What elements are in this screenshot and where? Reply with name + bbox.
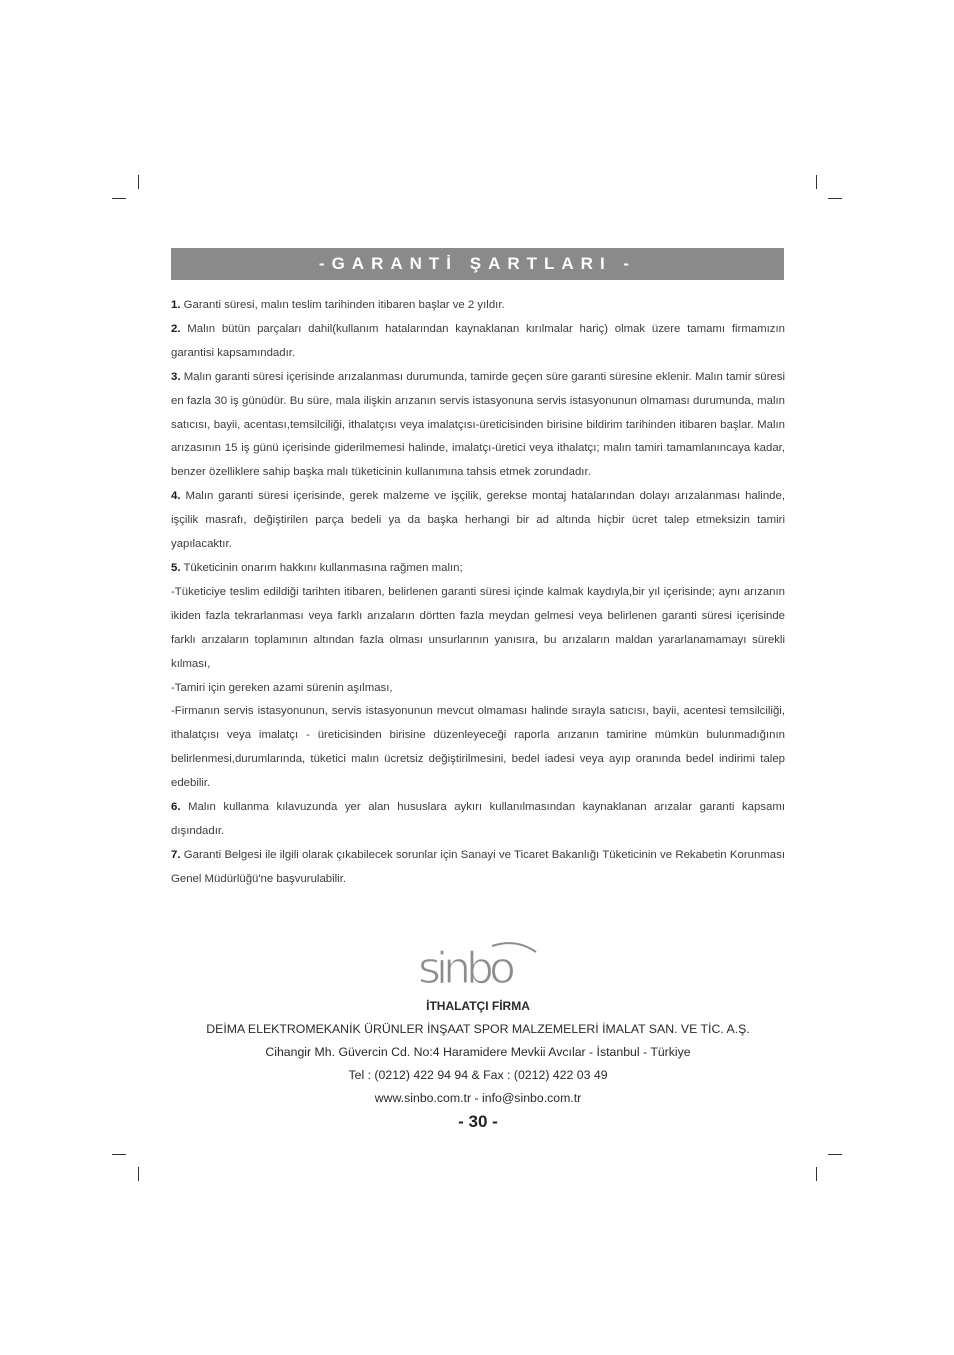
company-phone: Tel : (0212) 422 94 94 & Fax : (0212) 422 03 49 xyxy=(348,1068,608,1082)
sinbo-logo-mark xyxy=(416,940,538,992)
term-paragraph xyxy=(171,557,785,581)
term-text: -Tüketiciye teslim edildiği tarihten itibaren, belirlenen garanti süresi içinde kalmak kaydıyla,bir yıl içerisinde; aynı arızanın ikiden fazla tekrarlanması veya farklı arızaların dörtten fazla meydan gelmesi veya belirlenen garanti süresi içerisinde farklı arızaların toplamının altından fazla olması unsurlarının yanısıra, bu arızaların maldan yararlanamamayı sürekli kılması, xyxy=(171,585,785,670)
term-text: Garanti Belgesi ile ilgili olarak çıkabilecek sorunlar için Sanayi ve Ticaret Bakanlığı Tüketicinin ve Rekabetin Korunması Genel Müdürlüğü'ne başvurulabilir. xyxy=(171,848,785,885)
term-text: -Firmanın servis istasyonunun, servis istasyonunun mevcut olmaması halinde sırayla satıcısı, bayii, acentesi temsilciliği, ithalatçısı veya imalatçı - üreticisinden birisine düzenleyeceği raporla arızanın tamirine mümkün bulunmadığının belirlenmesi,durumlarında, tüketici malın ücretsiz değiştirilmesini, bedel iadesi veya ayıp oranında bedel indirimi talep edebilir. xyxy=(171,705,785,790)
importer-footer xyxy=(171,995,785,1135)
term-paragraph xyxy=(171,581,785,677)
page-number: - 30 - xyxy=(458,1112,498,1131)
logo-wordmark: sinbo xyxy=(418,943,511,992)
term-paragraph xyxy=(171,796,785,844)
crop-mark xyxy=(816,175,817,189)
term-paragraph xyxy=(171,700,785,796)
crop-mark xyxy=(112,1154,126,1155)
crop-mark xyxy=(138,175,139,189)
term-text: Garanti süresi, malın teslim tarihinden itibaren başlar ve 2 yıldır. xyxy=(183,299,505,311)
term-text: Malın garanti süresi içerisinde, gerek malzeme ve işçilik, gerekse montaj hatalarından dolayı arızalanması halinde, işçilik masrafı, değiştirilen parça bedeli ya da başka herhangi bir ad altında hiçbir ücret talep etmeksizin tamiri yapılacaktır. xyxy=(171,490,785,551)
term-number: 1. xyxy=(171,299,181,311)
company-address: Cihangir Mh. Güvercin Cd. No:4 Haramidere Mevkii Avcılar - İstanbul - Türkiye xyxy=(265,1045,691,1059)
crop-mark xyxy=(828,198,842,199)
warranty-terms xyxy=(171,294,785,892)
term-paragraph xyxy=(171,294,785,318)
term-text: -Tamiri için gereken azami sürenin aşılması, xyxy=(171,681,393,694)
term-text: Malın garanti süresi içerisinde arızalanması durumunda, tamirde geçen süre garanti süresine eklenir. Malın tamir süresi en fazla 30 iş günüdür. Bu süre, mala ilişkin arızanın servis istasyonuna servis istasyonunun olmaması durumunda, malın satıcısı, bayii, acentası,temsilciliği, ithalatçısı veya imalatçısı-üreticisinden birisine bildirim tarihinden itibaren başlar. Malın arızasının 15 iş günü içerisinde giderilmemesi halinde, imalatçı-üretici veya ithalatçı; malın tamiri tamamlanıncaya kadar, benzer özelliklere sahip başka malı tüketicinin kullanımına tahsis etmek zorundadır. xyxy=(171,370,785,479)
importer-heading: İTHALATÇI FİRMA xyxy=(426,999,530,1013)
term-text: Tüketicinin onarım hakkını kullanmasına rağmen malın; xyxy=(183,561,463,574)
term-number: 4. xyxy=(171,490,181,503)
term-number: 6. xyxy=(171,801,181,814)
crop-mark xyxy=(112,198,126,199)
company-web: www.sinbo.com.tr - info@sinbo.com.tr xyxy=(374,1091,582,1105)
term-number: 3. xyxy=(171,370,181,383)
page-title: -GARANTİ ŞARTLARI - xyxy=(318,254,637,273)
crop-mark xyxy=(138,1167,139,1181)
term-number: 2. xyxy=(171,322,181,335)
term-text: Malın kullanma kılavuzunda yer alan hususlara aykırı kullanılmasından kaynaklanan arızalar garanti kapsamı dışındadır. xyxy=(171,801,785,837)
term-paragraph xyxy=(171,844,785,892)
term-paragraph xyxy=(171,677,785,701)
sinbo-logo xyxy=(416,940,538,992)
term-paragraph xyxy=(171,366,785,486)
company-name: DEİMA ELEKTROMEKANİK ÜRÜNLER İNŞAAT SPOR MALZEMELERİ İMALAT SAN. VE TİC. A.Ş. xyxy=(206,1022,750,1036)
term-paragraph xyxy=(171,318,785,366)
term-text: Malın bütün parçaları dahil(kullanım hatalarından kaynaklanan kırılmalar hariç) olmak üzere tamamı firmamızın garantisi kapsamındadır. xyxy=(171,322,785,359)
title-banner xyxy=(171,248,784,280)
term-number: 7. xyxy=(171,848,181,861)
crop-mark xyxy=(816,1167,817,1181)
term-paragraph xyxy=(171,485,785,557)
crop-mark xyxy=(828,1154,842,1155)
term-number: 5. xyxy=(171,561,181,574)
